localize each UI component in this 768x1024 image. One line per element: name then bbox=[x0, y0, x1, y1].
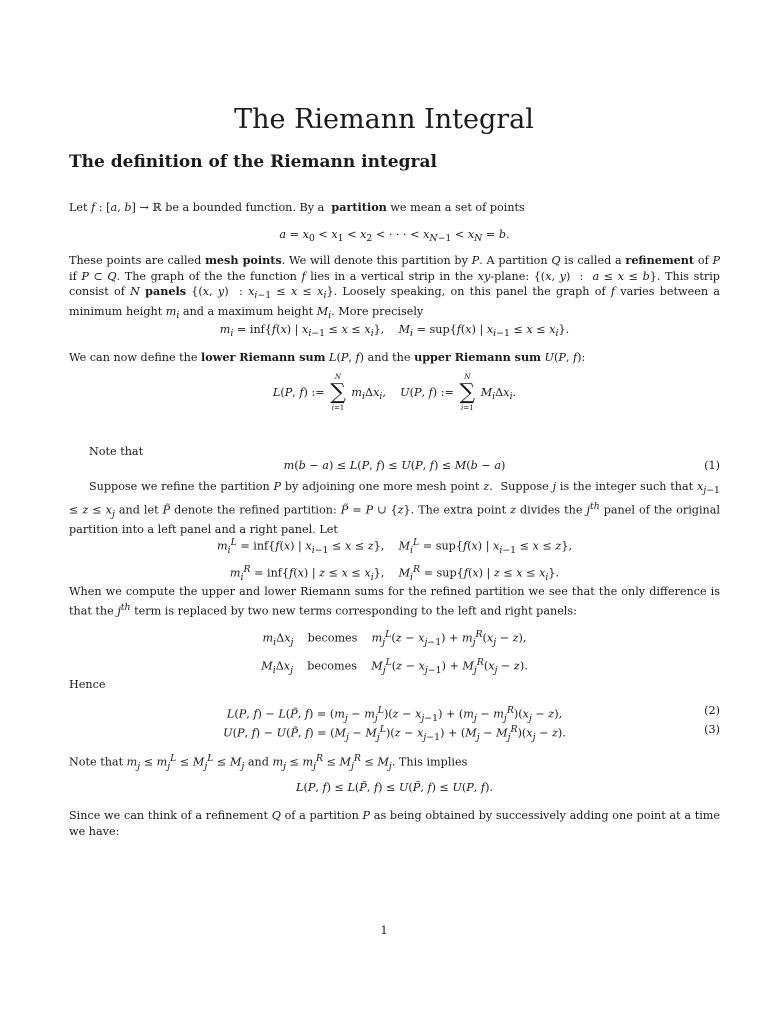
hence-label: Hence bbox=[69, 678, 106, 691]
paragraph-mesh-points: These points are called mesh points. We will denote this partition by P. A partition Q is called a refinement of P if P ⊂ Q. The graph of the the function f lies in a vertical strip in the xy-plane: {(x, y) : a ≤ x ≤ b}. This strip consist of N panels {(x, y) : $x_{i-1} \le x \le x_i$}. Loosely speaking, on this panel the graph of f varies between a minimum height $m_i$ and a maximum height $M_i$. More precisely bbox=[69, 253, 720, 321]
page-number: 1 bbox=[380, 924, 388, 937]
equation-implies: L(P, f) ≤ L(P̃, f) ≤ U(P̃, f) ≤ U(P, f). bbox=[296, 781, 493, 794]
equation-1-number: (1) bbox=[704, 459, 720, 472]
equation-right-panel: $m_i^R = inf\{f(x)$ | $z \le x \le x_i$}, $M_i^R = sup\{f(x)$ | $z \le x \le x_i$}. bbox=[229, 564, 560, 583]
paragraph-partition-intro: Let f : [a, b] → ℝ be a bounded function. By a partition we mean a set of points bbox=[69, 200, 525, 214]
section-heading: The definition of the Riemann integral bbox=[69, 152, 437, 172]
equation-3: U(P, f) − U(P̃, $f) = (M_j - M_j^L)(z - x_{j-1}) + (M_j - M_j^R)(x_j - z)$. bbox=[223, 724, 566, 743]
equation-2-number: (2) bbox=[704, 704, 720, 717]
equation-partition: $a = x_0 < x_1 < x_2$ < · · · < $x_{N-1} < x_N = b$. bbox=[279, 228, 510, 245]
equation-becomes-lower: $m_i\Delta x_j$ becomes $m_j^L(z - x_{j-1}) + m_j^R(x_j - z)$, bbox=[262, 629, 527, 648]
equation-min-max: $m_i = inf\{f(x)$ | $x_{i-1} \le x \le x_i$}, $M_i = sup\{f(x)$ | $x_{i-1} \le x \le x_i$}. bbox=[219, 323, 570, 340]
page-title: The Riemann Integral bbox=[234, 104, 534, 135]
equation-1: m(b − a) ≤ L(P, f) ≤ U(P, f) ≤ M(b − a) bbox=[283, 459, 506, 472]
equation-2: L(P, f) − L(P̃, $f) = (m_j - m_j^L)(z - x_{j-1}) + (m_j - m_j^R)(x_j - z)$, bbox=[226, 705, 563, 724]
paragraph-inequalities: Note that $m_j \le m_j^L \le M_j^L \le M_j$ and $m_j \le m_j^R \le M_j^R \le M_j$. This implies bbox=[69, 753, 468, 772]
paragraph-compute-sums: When we compute the upper and lower Riemann sums for the refined partition we see that the only difference is that the $j^{th}$ term is replaced by two new terms corresponding to the left and right panels: bbox=[69, 585, 720, 618]
equation-3-number: (3) bbox=[704, 723, 720, 736]
equation-becomes-upper: $M_i\Delta x_j$ becomes $M_j^L(z - x_{j-1}) + M_j^R(x_j - z)$. bbox=[261, 657, 528, 676]
paragraph-successive-refinement: Since we can think of a refinement Q of a partition P as being obtained by successively adding one point at a time we have: bbox=[69, 809, 721, 838]
equation-riemann-sums: L(P, f) := N ∑ i=1 $m_i\Delta x_i$, U(P, f) := N ∑ i=1 $M_i\Delta x_i$. bbox=[272, 373, 517, 412]
equation-left-panel: $m_i^L = inf\{f(x)$ | $x_{i-1} \le x \le z$}, $M_i^L = sup\{f(x)$ | $x_{i-1} \le x \le z$}, bbox=[216, 537, 573, 556]
paragraph-riemann-sums: We can now define the lower Riemann sum L(P, f) and the upper Riemann sum U(P, f): bbox=[69, 350, 586, 364]
paragraph-refine: Suppose we refine the partition P by adjoining one more mesh point z. Suppose j is the integer such that $x_{j-1} \le z \le x_j$ and let P̃ denote the refined partition: P̃ = P ∪ {z}. The extra point z divides the $j^{th}$ panel of the original partition into a left panel and a right panel. Let bbox=[69, 480, 720, 537]
note-that-label: Note that bbox=[89, 445, 144, 458]
